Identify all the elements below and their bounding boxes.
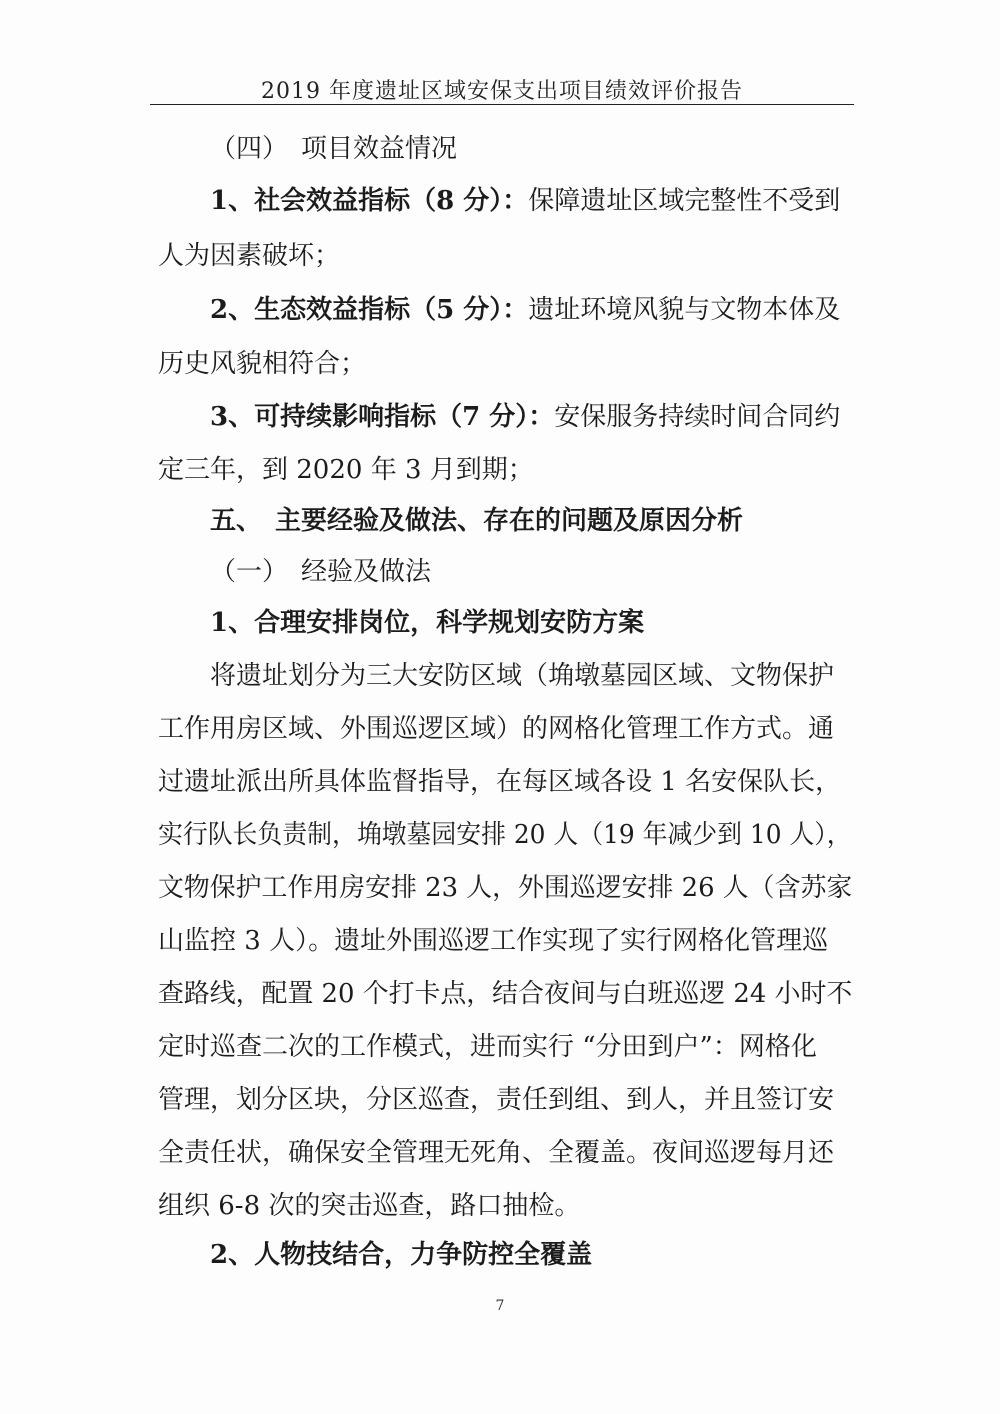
sustain-cont: 定三年，到 2020 年 3 月到期； <box>158 455 534 485</box>
para-line: 实行队长负责制，埆墩墓园安排 20 人（19 年减少到 10 人）， <box>158 820 852 850</box>
header-rule <box>150 104 854 105</box>
para-line: 组织 6-8 次的突击巡查，路口抽检。 <box>158 1191 581 1221</box>
para-line: 工作用房区域、外围巡逻区域）的网格化管理工作方式。通 <box>158 714 835 744</box>
social-benefit-cont: 人为因素破坏； <box>158 241 341 271</box>
para-line: 定时巡查二次的工作模式，进而实行 “分田到户”：网格化 <box>158 1032 817 1062</box>
social-benefit-text: 保障遗址区域完整性不受到 <box>528 186 841 216</box>
item1-heading: 1、合理安排岗位，科学规划安防方案 <box>210 608 645 638</box>
social-benefit-label: 1、社会效益指标（8 分）： <box>210 186 529 216</box>
experience-heading: （一） 经验及做法 <box>210 557 432 587</box>
sustain-text: 安保服务持续时间合同约 <box>554 402 841 432</box>
para-line: 查路线，配置 20 个打卡点，结合夜间与白班巡逻 24 小时不 <box>158 979 853 1009</box>
item2-heading: 2、人物技结合，力争防控全覆盖 <box>210 1240 593 1270</box>
eco-benefit-cont: 历史风貌相符合； <box>158 349 367 379</box>
eco-benefit-label: 2、生态效益指标（5 分）： <box>210 295 529 325</box>
para-line: 文物保护工作用房安排 23 人，外围巡逻安排 26 人（含苏家 <box>158 873 853 903</box>
para-line: 将遗址划分为三大安防区域（埆墩墓园区域、文物保护 <box>210 661 835 691</box>
para-line: 全责任状，确保安全管理无死角、全覆盖。夜间巡逻每月还 <box>158 1138 835 1168</box>
para-line: 管理，划分区块，分区巡查，责任到组、到人，并且签订安 <box>158 1085 835 1115</box>
eco-benefit-line <box>210 295 840 325</box>
para-line: 山监控 3 人）。遗址外围巡逻工作实现了实行网格化管理巡 <box>158 926 829 956</box>
benefits-heading: （四） 项目效益情况 <box>210 134 458 164</box>
sustain-line <box>210 402 840 432</box>
para-line: 过遗址派出所具体监督指导，在每区域各设 1 名安保队长， <box>158 767 842 797</box>
section-five-heading: 五、 主要经验及做法、存在的问题及原因分析 <box>210 506 744 536</box>
page-number: 7 <box>495 1298 505 1314</box>
social-benefit-line <box>210 186 840 216</box>
running-header: 2019 年度遗址区域安保支出项目绩效评价报告 <box>261 79 743 104</box>
eco-benefit-text: 遗址环境风貌与文物本体及 <box>528 295 841 325</box>
sustain-label: 3、可持续影响指标（7 分）： <box>210 402 555 432</box>
